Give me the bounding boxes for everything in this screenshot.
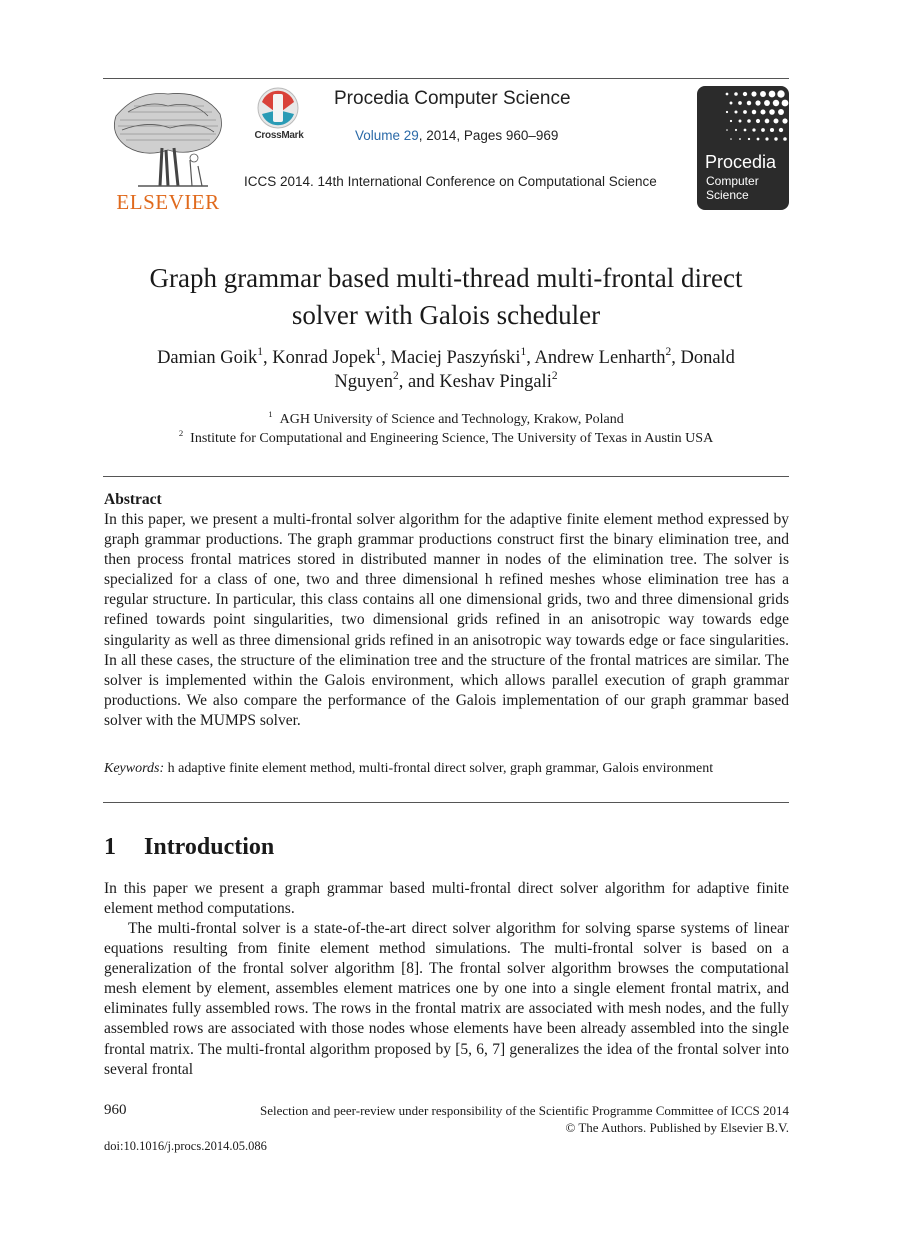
author-name: Konrad Jopek (272, 348, 376, 368)
page-number: 960 (104, 1102, 127, 1118)
crossmark-label: CrossMark (254, 130, 304, 141)
procedia-badge-logo (697, 86, 789, 210)
intro-paragraph-2: The multi-frontal solver is a state-of-the-art direct solver algorithm for solving sparse systems of linear equations resulting from finite element method simulations. The multi-frontal solver is based on a generalization of the frontal solver algorithm [8]. The frontal solver algorithm browses the computational mesh element by element, assembles element matrices one by one into a single element frontal matrix, and eliminates fully assembled rows. The rows in the frontal matrix are associated with mesh nodes, and the fully assembled rows are associated with those nodes whose elements have been already assembled into the single frontal matrix. The multi-frontal algorithm proposed by [5, 6, 7] generalizes the idea of the frontal solver into several frontal (104, 920, 789, 1078)
author-affiliation-mark: 1 (257, 345, 263, 358)
affiliation-number: 1 (268, 408, 273, 419)
badge-dot (730, 120, 732, 122)
keywords (104, 759, 789, 779)
badge-dot (765, 119, 770, 124)
badge-dot (734, 110, 737, 113)
volume-line (355, 128, 558, 143)
section-number: 1 (104, 834, 116, 860)
badge-dot (769, 91, 776, 98)
badge-dot (726, 111, 728, 113)
paper-title-line1: Graph grammar based multi-thread multi-frontal direct (149, 263, 743, 293)
affiliation-list (103, 410, 789, 448)
badge-dot (760, 91, 766, 97)
author-affiliation-mark: 2 (392, 369, 399, 382)
intro-paragraph-1: In this paper we present a graph grammar based multi-frontal direct solver algorithm for adaptive finite element method computations. (104, 880, 789, 918)
badge-subtitle-line1: Computer (706, 174, 759, 188)
affiliation-item (103, 410, 789, 429)
badge-dot (756, 119, 760, 123)
badge-dot (757, 138, 760, 141)
badge-dot (760, 109, 765, 114)
author-affiliation-mark: 2 (665, 345, 672, 358)
elsevier-wordmark: ELSEVIER (116, 190, 220, 214)
journal-name: Procedia Computer Science (334, 88, 571, 109)
author-affiliation-mark: 1 (375, 345, 382, 358)
badge-dot (743, 110, 747, 114)
author-separator: , (262, 348, 273, 368)
affiliation-text: Institute for Computational and Engineering Science, The University of Texas in Austin USA (190, 431, 714, 446)
badge-dot (751, 91, 756, 96)
author-separator: , (381, 348, 391, 368)
badge-dot (783, 137, 787, 141)
badge-dot (739, 120, 742, 123)
badge-dot (761, 128, 765, 132)
paper-title (103, 260, 789, 334)
badge-dot (748, 138, 750, 140)
badge-dot (755, 100, 760, 105)
volume-pages: , 2014, Pages 960–969 (418, 128, 559, 143)
badge-dot (764, 100, 770, 106)
badge-dot (774, 137, 777, 140)
abstract-bottom-rule (103, 802, 789, 803)
badge-dot (726, 129, 728, 131)
author-name: Keshav Pingali (439, 372, 552, 392)
author-name: Nguyen (334, 372, 393, 392)
badge-dot (730, 102, 733, 105)
badge-dot (769, 109, 775, 115)
badge-dot (734, 92, 738, 96)
author-name: Maciej Paszyński (390, 348, 521, 368)
badge-dot (730, 138, 732, 140)
badge-dot-pattern (697, 86, 789, 156)
author-affiliation-mark: 1 (520, 345, 527, 358)
author-list (103, 346, 789, 394)
badge-dot (726, 93, 729, 96)
badge-dot (738, 101, 742, 105)
paper-title-line2: solver with Galois scheduler (291, 300, 601, 330)
badge-subtitle-line2: Science (706, 188, 749, 202)
badge-dot (782, 100, 789, 107)
badge-dot (747, 119, 751, 123)
doi[interactable]: doi:10.1016/j.procs.2014.05.086 (104, 1139, 267, 1153)
badge-dot (782, 118, 787, 123)
section-title: Introduction (144, 834, 275, 860)
badge-dot (770, 128, 774, 132)
badge-dot (739, 138, 741, 140)
peer-review-note: Selection and peer-review under responsibility of the Scientific Programme Committee of ICCS 2014 (259, 1103, 789, 1118)
badge-dot (747, 101, 751, 105)
keywords-label: Keywords: (104, 761, 165, 776)
abstract-heading: Abstract (104, 491, 162, 508)
copyright-note: © The Authors. Published by Elsevier B.V. (565, 1120, 789, 1135)
badge-dot (777, 90, 784, 97)
author-affiliation-mark: 2 (551, 369, 558, 382)
keywords-text: h adaptive finite element method, multi-frontal direct solver, graph grammar, Galois environment (167, 761, 714, 776)
conference-name: ICCS 2014. 14th International Conference on Computational Science (244, 174, 657, 189)
badge-title: Procedia (705, 152, 777, 172)
badge-dot (744, 129, 747, 132)
badge-dot (765, 137, 768, 140)
badge-dot (773, 100, 779, 106)
abstract-text: In this paper, we present a multi-frontal solver algorithm for the adaptive finite element method expressed by graph grammar productions. The graph grammar productions construct first the binary elimination tree, and then process frontal matrices stored in distributed manner in nodes of the elimination tree. The solver is specialized for a class of one, two and three dimensional h refined meshes whose elimination tree has a regular structure. In particular, this class contains all one dimensional grids, two and three dimensional grids refined towards point singularities, two dimensional grids refined in an anisotropic way towards edge singularity as well as three dimensional grids refined in an anisotropic way towards edge or face singularities. In all these cases, the structure of the elimination tree and the structure of the frontal matrices are similar. The solver is implemented within the Galois environment, which allows parallel execution of graph grammar productions. We also compare the performance of the Galois implementation of our graph grammar based solver with the MUMPS solver. (104, 511, 789, 729)
abstract-top-rule (103, 476, 789, 477)
badge-dot (778, 109, 784, 115)
author-separator: , Donald (671, 348, 735, 368)
section-heading (104, 834, 274, 861)
volume-link[interactable]: Volume 29 (355, 128, 419, 143)
badge-dot (735, 129, 737, 131)
affiliation-item (103, 429, 789, 448)
affiliation-text: AGH University of Science and Technology, Krakow, Poland (279, 412, 624, 427)
author-name: Damian Goik (157, 348, 258, 368)
badge-dot (752, 110, 756, 114)
badge-dot (752, 128, 755, 131)
author-separator: , and (398, 372, 440, 392)
author-separator: , (526, 348, 535, 368)
author-name: Andrew Lenharth (534, 348, 666, 368)
header-top-rule (103, 78, 789, 79)
badge-dot (779, 128, 783, 132)
badge-dot (743, 92, 747, 96)
badge-dot (774, 119, 779, 124)
affiliation-number: 2 (178, 427, 184, 438)
